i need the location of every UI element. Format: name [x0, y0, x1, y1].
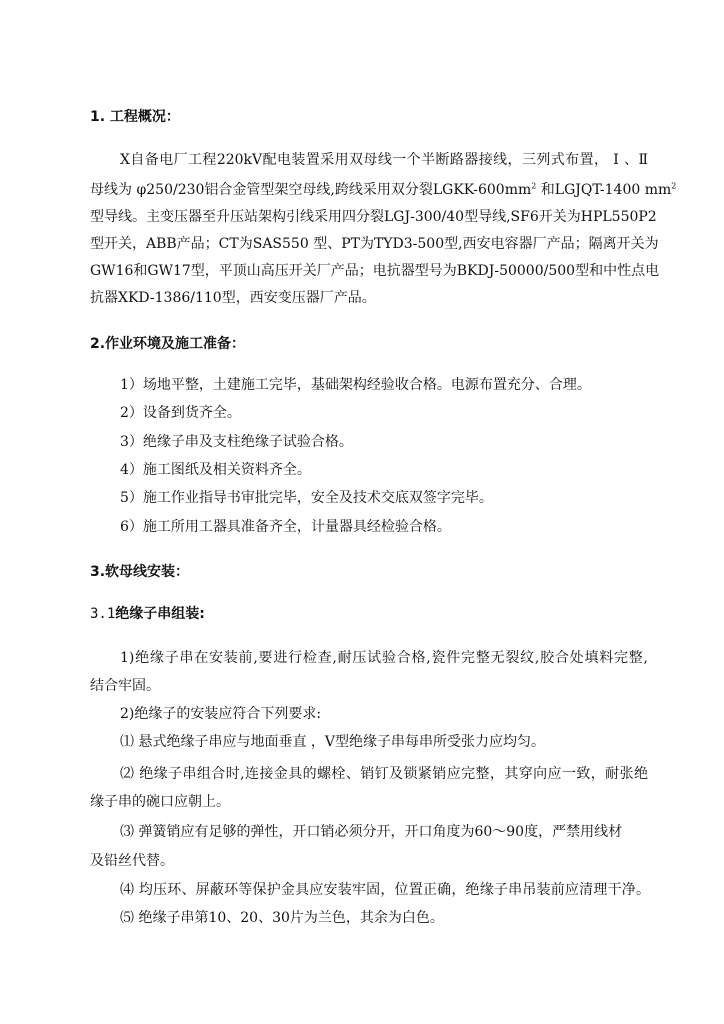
- section2-item-6: 6）施工所用工器具准备齐全，计量器具经检验合格。: [120, 519, 451, 535]
- section3-rule-3-line1: ⑶ 弹簧销应有足够的弹性，开口销必须分开，开口角度为60～90度，严禁用线材: [120, 824, 623, 840]
- section3-p1-line2: 结合牢固。: [90, 678, 160, 694]
- section2-item-3: 3）绝缘子串及支柱绝缘子试验合格。: [120, 434, 353, 450]
- section1-line-3: 型导线。主变压器至升压站架构引线采用四分裂LGJ-300/40型导线,SF6开关为HPL550P2: [90, 209, 657, 225]
- section3-rule-5: ⑸ 绝缘子串第10、20、30片为兰色，其余为白色。: [120, 910, 444, 926]
- section2-item-2: 2）设备到货齐全。: [120, 405, 241, 421]
- section3-p2: 2)绝缘子的安装应符合下列要求:: [120, 706, 322, 722]
- section3-rule-3-line2: 及铅丝代替。: [90, 853, 174, 869]
- section2-heading: 2.作业环境及施工准备：: [90, 336, 246, 352]
- superscript-2: 2: [671, 181, 677, 191]
- section3-1-heading: [90, 604, 205, 624]
- section3-rule-2-line2: 缘子串的碗口应朝上。: [90, 794, 230, 810]
- section3-heading: 3.软母线安装：: [90, 564, 190, 580]
- section1-line-4: 型开关，ABB产品；CT为SAS550 型、PT为TYD3-500型,西安电容器厂产品；隔离开关为: [90, 236, 659, 252]
- section2-item-4: 4）施工图纸及相关资料齐全。: [120, 462, 311, 478]
- section3-p1-line1: 1)绝缘子串在安装前,要进行检查,耐压试验合格,瓷件完整无裂纹,胶合处填料完整,: [120, 650, 648, 666]
- section1-line-5: GW16和GW17型，平顶山高压开关厂产品；电抗器型号为BKDJ-50000/500型和中性点电: [90, 263, 660, 279]
- section3-1-number: 3.1: [90, 606, 116, 622]
- section1-line-1: X自备电厂工程220kV配电装置采用双母线一个半断路器接线，三列式布置， Ⅰ 、Ⅱ: [120, 152, 648, 168]
- section1-heading: 1. 工程概况：: [90, 109, 180, 125]
- section2-item-5: 5）施工作业指导书审批完毕，安全及技术交底双签字完毕。: [120, 490, 493, 506]
- section3-rule-1: ⑴ 悬式绝缘子串应与地面垂直 ，V型绝缘子串每串所受张力应均匀。: [120, 734, 546, 750]
- section3-1-title: 绝缘子串组装:: [115, 606, 205, 622]
- section1-line-2-text: 母线为 φ250/230铝合金管型架空母线,跨线采用双分裂LGKK-600mm: [90, 182, 532, 198]
- section1-line-6: 抗器XKD-1386/110型，西安变压器厂产品。: [90, 290, 376, 306]
- superscript-2: 2: [531, 181, 537, 191]
- section1-line-2: [90, 180, 677, 200]
- section1-line-2-mid: 和LGJQT-1400 mm: [536, 182, 672, 198]
- section2-item-1: 1）场地平整，土建施工完毕，基础架构经验收合格。电源布置充分、合理。: [120, 377, 591, 393]
- section3-rule-2-line1: ⑵ 绝缘子串组合时,连接金具的螺栓、销钉及锁紧销应完整，其穿向应一致，耐张绝: [120, 766, 648, 782]
- section3-rule-4: ⑷ 均压环、屏蔽环等保护金具应安装牢固，位置正确，绝缘子串吊装前应清理干净。: [120, 882, 650, 898]
